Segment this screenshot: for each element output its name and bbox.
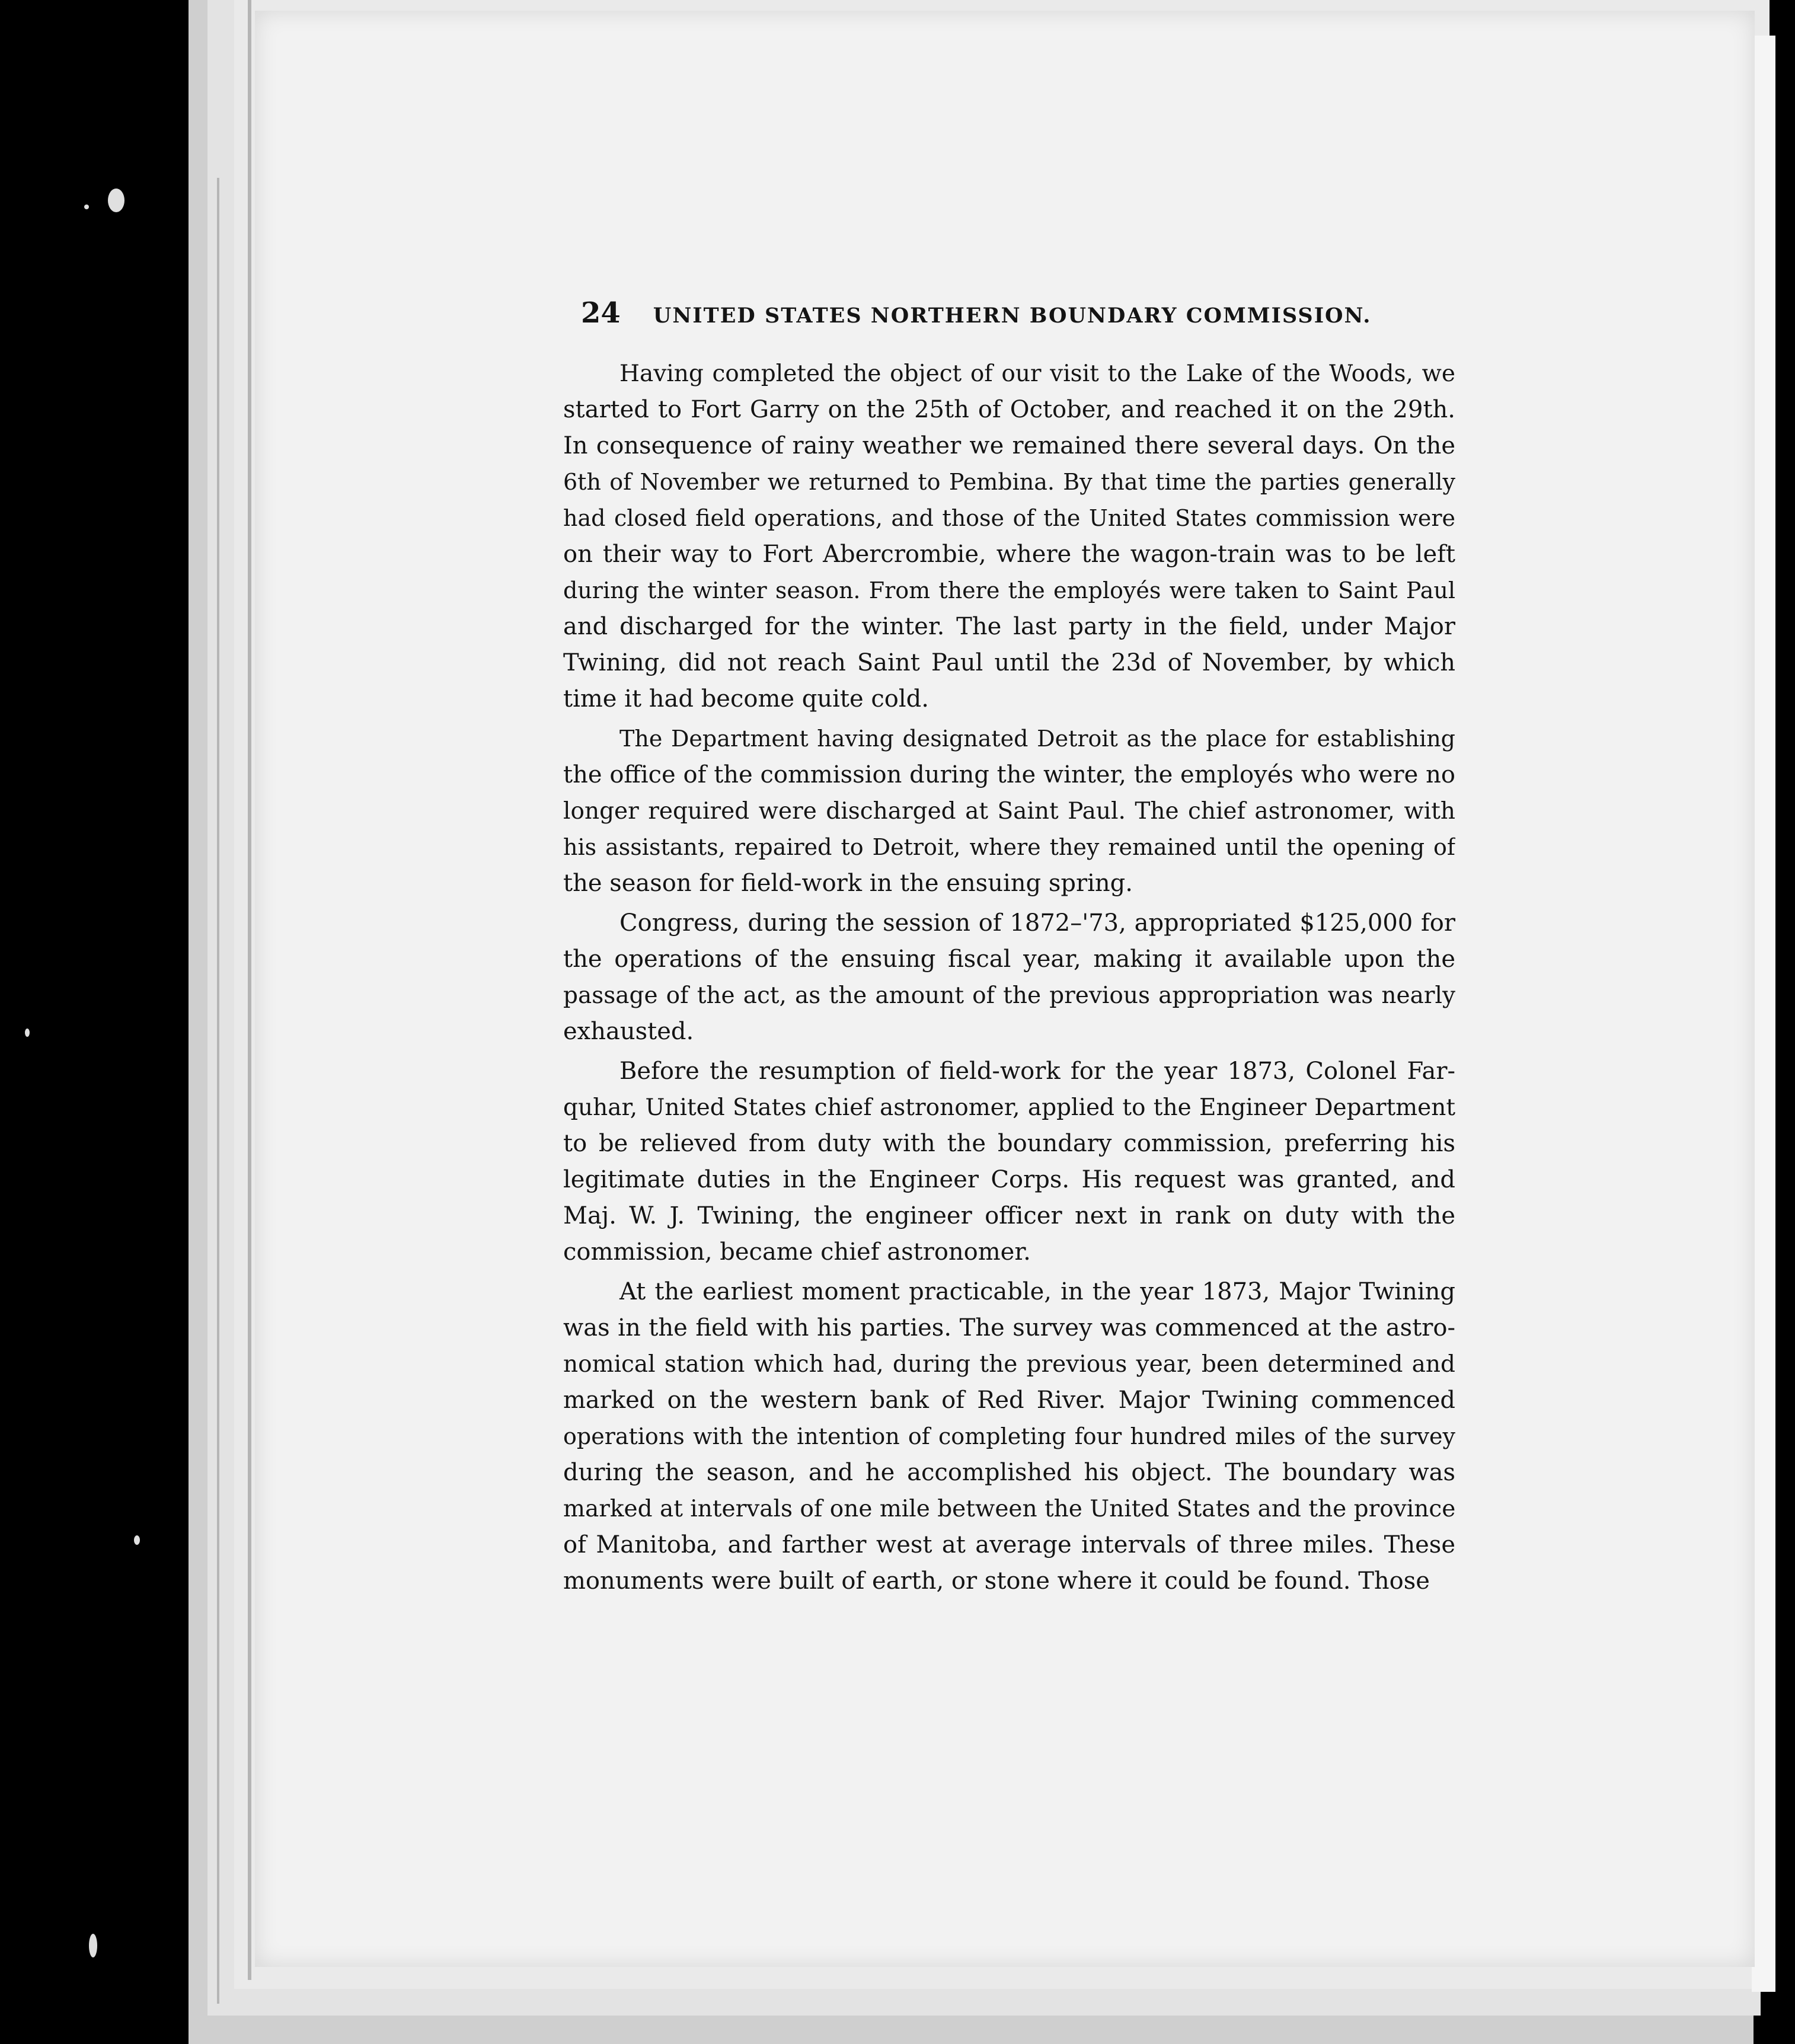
text-line: nomical station which had, during the previous year, been determined and	[563, 1351, 1455, 1378]
text-line: the office of the commission during the winter, the employés who were no	[563, 761, 1455, 788]
body-text	[563, 356, 1455, 1599]
text-line: time it had become quite cold.	[563, 685, 929, 713]
paragraph	[563, 905, 1455, 1050]
text-line: marked on the western bank of Red River. Major Twining commenced	[563, 1387, 1455, 1414]
paragraph	[563, 721, 1455, 902]
text-line: during the season, and he accomplished his object. The boundary was	[563, 1459, 1455, 1486]
dust-speck	[108, 189, 124, 212]
paragraph	[563, 1274, 1455, 1599]
text-line: had closed field operations, and those of the United States commission were	[563, 505, 1455, 531]
text-line: during the winter season. From there the employés were taken to Saint Paul	[563, 577, 1455, 603]
text-line: legitimate duties in the Engineer Corps. His request was granted, and	[563, 1166, 1455, 1193]
running-head	[581, 296, 1455, 344]
text-line: the operations of the ensuing fiscal year, making it available upon the	[563, 946, 1455, 973]
text-line: Maj. W. J. Twining, the engineer officer next in rank on duty with the	[563, 1202, 1455, 1229]
page-text	[563, 296, 1455, 1599]
dust-speck	[84, 205, 89, 209]
text-line: started to Fort Garry on the 25th of October, and reached it on the 29th.	[563, 396, 1455, 423]
dust-speck	[134, 1535, 140, 1545]
text-line: operations with the intention of completing four hundred miles of the survey	[563, 1423, 1455, 1449]
paragraph	[563, 1053, 1455, 1270]
dust-speck	[89, 1934, 97, 1957]
text-line: Before the resumption of field-work for the year 1873, Colonel Far-	[619, 1058, 1455, 1085]
text-line: 6th of November we returned to Pembina. By that time the parties generally	[563, 469, 1455, 495]
page-edge-line	[248, 0, 251, 1980]
text-line: Having completed the object of our visit to the Lake of the Woods, we	[619, 360, 1455, 387]
text-line: marked at intervals of one mile between the United States and the province	[563, 1496, 1455, 1522]
page-number: 24	[581, 296, 621, 330]
text-line: the season for field-work in the ensuing spring.	[563, 870, 1133, 897]
text-line: his assistants, repaired to Detroit, where they remained until the opening of	[563, 834, 1455, 860]
dust-speck	[25, 1029, 30, 1037]
text-line: The Department having designated Detroit as the place for establishing	[619, 726, 1455, 752]
text-line: passage of the act, as the amount of the previous appropriation was nearly	[563, 982, 1455, 1009]
text-line: Twining, did not reach Saint Paul until the 23d of November, by which	[563, 649, 1455, 676]
paragraph	[563, 356, 1455, 717]
text-line: At the earliest moment practicable, in the year 1873, Major Twining	[619, 1278, 1455, 1305]
text-line: commission, became chief astronomer.	[563, 1238, 1031, 1266]
page-edge-line	[217, 178, 219, 2004]
text-line: and discharged for the winter. The last party in the field, under Major	[563, 613, 1455, 640]
text-line: exhausted.	[563, 1018, 694, 1045]
text-line: on their way to Fort Abercrombie, where the wagon-train was to be left	[563, 541, 1455, 568]
text-line: In consequence of rainy weather we remained there several days. On the	[563, 432, 1455, 459]
text-line: of Manitoba, and farther west at average intervals of three miles. These	[563, 1531, 1455, 1558]
running-title: UNITED STATES NORTHERN BOUNDARY COMMISSION.	[653, 304, 1372, 328]
text-line: was in the field with his parties. The survey was commenced at the astro-	[563, 1314, 1455, 1342]
text-line: longer required were discharged at Saint Paul. The chief astronomer, with	[563, 798, 1455, 825]
text-line: to be relieved from duty with the boundary commission, preferring his	[563, 1130, 1455, 1157]
text-line: monuments were built of earth, or stone where it could be found. Those	[563, 1567, 1430, 1595]
text-line: Congress, during the session of 1872–'73, appropriated $125,000 for	[619, 909, 1455, 937]
text-line: quhar, United States chief astronomer, applied to the Engineer Department	[563, 1094, 1455, 1121]
right-page-edge	[1752, 36, 1775, 1992]
